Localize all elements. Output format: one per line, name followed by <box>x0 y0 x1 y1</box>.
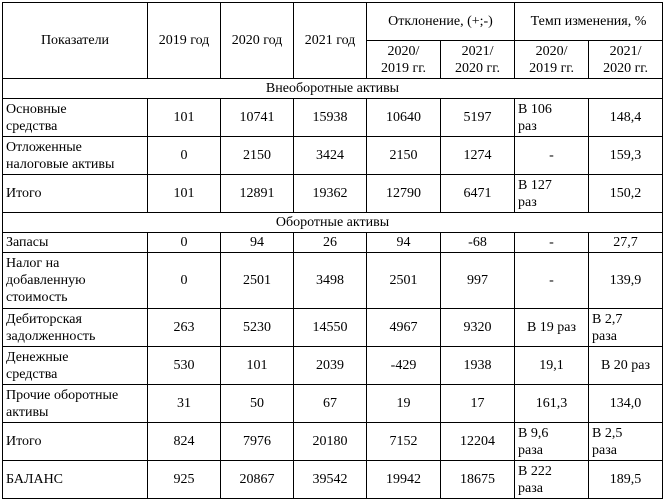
cell-deviation-2020: 12790 <box>367 175 441 213</box>
table-row <box>3 461 663 499</box>
cell-rate-2020: 19,1 <box>515 347 589 385</box>
row-label: Дебиторская задолженность <box>3 309 148 347</box>
cell-2021: 39542 <box>294 461 367 499</box>
header-row <box>3 3 663 41</box>
cell-2021: 20180 <box>294 423 367 461</box>
cell-2021: 19362 <box>294 175 367 213</box>
row-label: Денежные средства <box>3 347 148 385</box>
cell-2019: 263 <box>148 309 221 347</box>
cell-2019: 0 <box>148 137 221 175</box>
cell-2019: 925 <box>148 461 221 499</box>
cell-2020: 5230 <box>221 309 294 347</box>
cell-deviation-2021: 17 <box>441 385 515 423</box>
header-2019: 2019 год <box>148 3 221 79</box>
cell-rate-2020: В 19 раз <box>515 309 589 347</box>
section-row-current <box>3 213 663 233</box>
cell-rate-2021: 27,7 <box>589 233 663 253</box>
table-row <box>3 99 663 137</box>
row-label: БАЛАНС <box>3 461 148 499</box>
cell-deviation-2021: 9320 <box>441 309 515 347</box>
cell-rate-2021: В 2,5 раза <box>589 423 663 461</box>
cell-rate-2020: 161,3 <box>515 385 589 423</box>
cell-2021: 15938 <box>294 99 367 137</box>
cell-rate-2020: - <box>515 253 589 309</box>
cell-deviation-2021: 12204 <box>441 423 515 461</box>
balance-sheet-table <box>2 2 663 499</box>
subheader-deviation-2020-2019: 2020/ 2019 гг. <box>367 41 441 79</box>
cell-2021: 3424 <box>294 137 367 175</box>
cell-rate-2021: 189,5 <box>589 461 663 499</box>
cell-2021: 67 <box>294 385 367 423</box>
cell-rate-2020: В 222 раза <box>515 461 589 499</box>
header-deviation: Отклонение, (+;-) <box>367 3 515 41</box>
table-row <box>3 253 663 309</box>
cell-deviation-2021: 18675 <box>441 461 515 499</box>
cell-deviation-2020: 19942 <box>367 461 441 499</box>
cell-deviation-2020: 19 <box>367 385 441 423</box>
cell-deviation-2020: -429 <box>367 347 441 385</box>
cell-deviation-2021: 1938 <box>441 347 515 385</box>
cell-2019: 0 <box>148 253 221 309</box>
table-row <box>3 347 663 385</box>
cell-rate-2021: 134,0 <box>589 385 663 423</box>
row-label: Запасы <box>3 233 148 253</box>
table-row <box>3 175 663 213</box>
cell-rate-2020: - <box>515 137 589 175</box>
table-row <box>3 423 663 461</box>
cell-2020: 2501 <box>221 253 294 309</box>
subheader-rate-2021-2020: 2021/ 2020 гг. <box>589 41 663 79</box>
cell-2020: 2150 <box>221 137 294 175</box>
table-row <box>3 233 663 253</box>
cell-rate-2021: В 20 раз <box>589 347 663 385</box>
cell-2020: 12891 <box>221 175 294 213</box>
table-row <box>3 137 663 175</box>
cell-deviation-2020: 94 <box>367 233 441 253</box>
subheader-deviation-2021-2020: 2021/ 2020 гг. <box>441 41 515 79</box>
row-label: Налог на добавленную стоимость <box>3 253 148 309</box>
cell-deviation-2021: 5197 <box>441 99 515 137</box>
header-2021: 2021 год <box>294 3 367 79</box>
cell-rate-2020: - <box>515 233 589 253</box>
cell-2019: 31 <box>148 385 221 423</box>
cell-2020: 101 <box>221 347 294 385</box>
section-row-noncurrent <box>3 79 663 99</box>
cell-rate-2020: В 106 раз <box>515 99 589 137</box>
table-row <box>3 385 663 423</box>
cell-2021: 3498 <box>294 253 367 309</box>
cell-2020: 7976 <box>221 423 294 461</box>
cell-deviation-2020: 2501 <box>367 253 441 309</box>
section-title: Внеоборотные активы <box>3 79 663 99</box>
cell-deviation-2020: 7152 <box>367 423 441 461</box>
row-label: Итого <box>3 175 148 213</box>
header-rate: Темп изменения, % <box>515 3 663 41</box>
cell-deviation-2021: 6471 <box>441 175 515 213</box>
cell-rate-2021: 150,2 <box>589 175 663 213</box>
cell-2021: 26 <box>294 233 367 253</box>
table-row <box>3 309 663 347</box>
cell-2019: 824 <box>148 423 221 461</box>
cell-2019: 0 <box>148 233 221 253</box>
row-label: Основные средства <box>3 99 148 137</box>
cell-rate-2021: 148,4 <box>589 99 663 137</box>
cell-deviation-2020: 2150 <box>367 137 441 175</box>
cell-2020: 20867 <box>221 461 294 499</box>
header-2020: 2020 год <box>221 3 294 79</box>
cell-deviation-2021: 997 <box>441 253 515 309</box>
cell-2021: 14550 <box>294 309 367 347</box>
header-indicator: Показатели <box>3 3 148 79</box>
row-label: Отложенные налоговые активы <box>3 137 148 175</box>
cell-2021: 2039 <box>294 347 367 385</box>
cell-2020: 10741 <box>221 99 294 137</box>
cell-rate-2020: В 127 раз <box>515 175 589 213</box>
cell-2020: 50 <box>221 385 294 423</box>
cell-rate-2021: В 2,7 раза <box>589 309 663 347</box>
section-title: Оборотные активы <box>3 213 663 233</box>
cell-deviation-2021: -68 <box>441 233 515 253</box>
subheader-rate-2020-2019: 2020/ 2019 гг. <box>515 41 589 79</box>
cell-rate-2021: 139,9 <box>589 253 663 309</box>
cell-2019: 101 <box>148 99 221 137</box>
cell-rate-2020: В 9,6 раза <box>515 423 589 461</box>
cell-deviation-2020: 4967 <box>367 309 441 347</box>
row-label: Итого <box>3 423 148 461</box>
row-label: Прочие оборотные активы <box>3 385 148 423</box>
cell-rate-2021: 159,3 <box>589 137 663 175</box>
cell-deviation-2020: 10640 <box>367 99 441 137</box>
cell-2019: 530 <box>148 347 221 385</box>
cell-deviation-2021: 1274 <box>441 137 515 175</box>
cell-2019: 101 <box>148 175 221 213</box>
cell-2020: 94 <box>221 233 294 253</box>
